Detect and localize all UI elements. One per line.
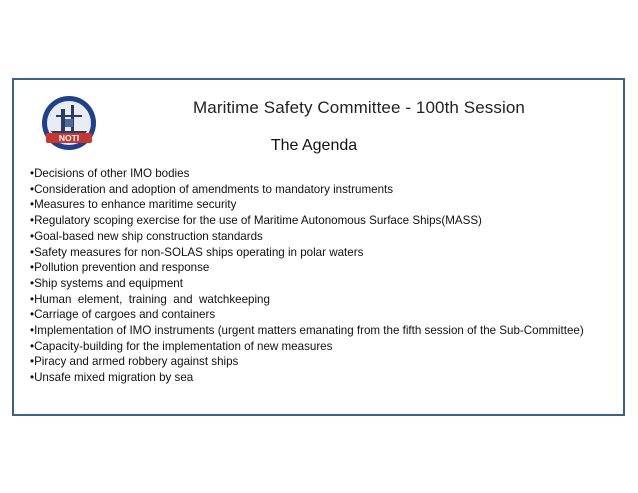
slide-title: Maritime Safety Committee - 100th Session: [193, 98, 525, 117]
agenda-item: [30, 213, 615, 229]
agenda-item: [30, 292, 615, 308]
bullet-glyph: •: [30, 324, 35, 338]
agenda-item-text: Decisions of other IMO bodies: [34, 167, 190, 180]
bullet-glyph: •: [30, 229, 35, 243]
agenda-item-text: Implementation of IMO instruments (urgent matters emanating from the fifth session of the Sub-Committee): [34, 324, 584, 338]
noti-logo: [41, 95, 97, 151]
agenda-list: [30, 166, 615, 386]
agenda-item-text: Consideration and adoption of amendments to mandatory instruments: [34, 182, 394, 196]
agenda-item-text: Goal-based new ship construction standards: [34, 229, 263, 243]
agenda-item-text: Piracy and armed robbery against ships: [34, 355, 239, 369]
bullet-glyph: •: [30, 339, 35, 353]
agenda-item: [30, 339, 615, 355]
agenda-item: [30, 229, 615, 245]
agenda-item-text: Human element, training and watchkeeping: [34, 292, 270, 306]
logo-text: NOTI: [58, 133, 80, 143]
bullet-glyph: •: [30, 214, 35, 228]
bullet-glyph: •: [30, 371, 35, 385]
agenda-item-text: Pollution prevention and response: [34, 261, 210, 275]
agenda-item-text: Unsafe mixed migration by sea: [34, 371, 194, 385]
agenda-item: [30, 370, 615, 386]
bullet-glyph: •: [30, 308, 35, 322]
agenda-item-text: Capacity-building for the implementation of new measures: [34, 339, 333, 353]
slide-frame: [12, 78, 625, 416]
bullet-glyph: •: [30, 182, 35, 196]
agenda-item: [30, 323, 615, 339]
agenda-item-text: Ship systems and equipment: [34, 276, 183, 290]
agenda-item: [30, 182, 615, 198]
bullet-glyph: •: [30, 167, 35, 180]
agenda-item-text: Safety measures for non-SOLAS ships operating in polar waters: [34, 245, 364, 259]
agenda-item-text: Carriage of cargoes and containers: [34, 308, 216, 322]
agenda-item: [30, 260, 615, 276]
bullet-glyph: •: [30, 292, 35, 306]
bullet-glyph: •: [30, 276, 35, 290]
agenda-item: [30, 197, 615, 213]
agenda-heading: The Agenda: [270, 137, 358, 154]
agenda-item: [30, 245, 615, 261]
bullet-glyph: •: [30, 198, 35, 212]
agenda-item: [30, 354, 615, 370]
agenda-item: [30, 276, 615, 292]
agenda-item: [30, 307, 615, 323]
bullet-glyph: •: [30, 245, 35, 259]
agenda-item-text: Regulatory scoping exercise for the use of Maritime Autonomous Surface Ships(MASS): [34, 214, 482, 228]
bullet-glyph: •: [30, 355, 35, 369]
agenda-item-text: Measures to enhance maritime security: [34, 198, 237, 212]
bullet-glyph: •: [30, 261, 35, 275]
agenda-item: [30, 166, 615, 182]
